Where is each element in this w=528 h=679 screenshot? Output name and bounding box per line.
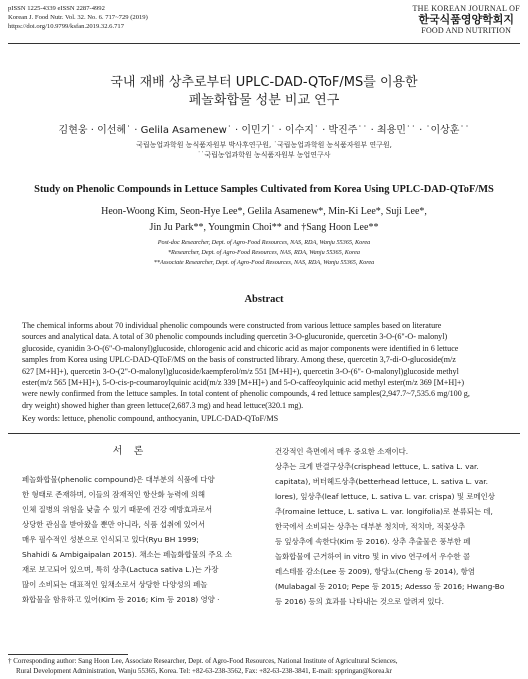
intro-line: lores), 잎상추(leaf lettuce, L. sativa L. var. crispa) 및 로메인상: [275, 492, 495, 501]
journal-name-en-bottom: FOOD AND NUTRITION: [421, 26, 512, 35]
english-affiliation-line3: **Associate Researcher, Dept. of Agro-Food Resources, NAS, RDA, Wanju 55365, Korea: [153, 259, 375, 266]
english-title: Study on Phenolic Compounds in Lettuce Samples Cultivated from Korea Using UPLC-DAD-QToF/MS: [34, 184, 494, 195]
abstract-line: 627 [M+H]+), quercetin 3-O-(2"-O-malonyl)glucoside/kaempferol/m/z 551 [M+H]+), quercetin 3-O-(6"- O-malonyl)glucoside methyl: [22, 366, 459, 376]
header-divider: [8, 43, 520, 44]
abstract-line: were newly confirmed from the lettuce samples. In total content of phenolic compounds, 4 red lettuce samples(2,947.7~7,535.6 mg/100 g,: [22, 389, 470, 399]
intro-line: capitata), 버터헤드상추(betterhead lettuce, L. sativa L. var.: [275, 477, 488, 486]
intro-line: 한 형태로 존재하며, 이들의 잠재적인 항산화 능력에 의해: [22, 490, 206, 499]
abstract-line: sources and analytical data. A total of 30 phenolic compounds including quercetin 3-O-glucuronide, quercetin 3-O-(6"-O- malonyl): [22, 332, 448, 342]
abstract-line: samples from Korea using UPLC-DAD-QToF/MS on the basis of constructed library. Among these, quercetin 3,7-di-O-glucoside(m/z: [22, 355, 456, 365]
footnote-line2: Rural Development Administration, Wanju 55365, Korea. Tel: +82-63-238-3562, Fax: +82-63-238-3841, E-mail: sppringan@korea.kr: [16, 667, 392, 675]
citation-line: Korean J. Food Nutr. Vol. 32. No. 6. 717~729 (2019): [8, 14, 148, 21]
english-authors-line2: Jin Ju Park**, Youngmin Choi** and †Sang Hoon Lee**: [149, 222, 379, 233]
journal-name-ko: 한국식품영양학회지: [418, 14, 515, 26]
footnote-line1: † Corresponding author: Sang Hoon Lee, Associate Researcher, Dept. of Agro-Food Resources, National Institute of Agricultural Sciences,: [8, 657, 398, 665]
intro-line: 상추는 크게 반결구상추(crisphead lettuce, L. sativa L. var.: [275, 462, 479, 471]
intro-line: 한국에서 소비되는 상추는 대부분 청치마, 적치마, 적꽃상추: [275, 522, 466, 531]
intro-line: 레스테롤 감소(Lee 등 2009), 항당뇨(Cheng 등 2014), 항염: [275, 567, 475, 576]
footnote-rule: [8, 654, 128, 655]
corresponding-author-footnote: [8, 656, 520, 676]
intro-line: 등 2016) 등의 효과를 나타내는 것으로 알려져 있다.: [275, 597, 444, 606]
english-authors: [0, 204, 528, 236]
korean-affiliations: [0, 140, 528, 160]
intro-line: 놀화합물에 근거하여 in vitro 및 in vivo 연구에서 우수한 콜: [275, 552, 471, 561]
abstract-line: The chemical informs about 70 individual phenolic compounds were constructed from various lettuce samples based on literature: [22, 321, 442, 330]
abstract-line: ester(m/z 565 [M+H]+), 5-O-cis-p-coumaroylquinic acid(m/z 339 [M+H]+) and 5-O-caffeoylquinic acid methyl ester(m/z 369 [M+H]+): [22, 378, 465, 388]
intro-line: 많이 소비되는 대표적인 잎채소로서 상당한 다양성의 페놀: [22, 580, 208, 589]
intro-line: 매우 필수적인 성분으로 인식되고 있다(Ryu BH 1999;: [22, 535, 199, 544]
english-affiliation-line1: Post-doc Researcher, Dept. of Agro-Food Resources, NAS, RDA, Wanju 55365, Korea: [157, 239, 371, 246]
doi-link[interactable]: https://doi.org/10.9799/ksfan.2019.32.6.717: [8, 23, 125, 30]
korean-affiliation-line1: 국립농업과학원 농식품자원부 박사후연구원, ˙국립농업과학원 농식품자원부 연구원,: [136, 141, 392, 149]
journal-logo-block: [412, 4, 520, 36]
korean-title-line1: 국내 재배 상추로부터 UPLC-DAD-QToF/MS를 이용한: [110, 75, 418, 90]
english-affiliations: [0, 238, 528, 268]
korean-authors: 김현웅 · 이선혜˙ · Gelila Asamenew˙ · 이민기˙ · 이수지˙ · 박진주˙˙ · 최용민˙˙ · ˙이상훈˙˙: [58, 125, 470, 136]
intro-right-column: [275, 444, 511, 609]
korean-title-line2: 페놀화합물 성분 비교 연구: [188, 93, 340, 108]
abstract-line: glucoside, cyanidin 3-O-(6"-O-malonyl)glucoside, chlorogenic acid and chicoric acid as major components were identified in 6 lettuce: [22, 343, 459, 353]
intro-line: 상당한 관심을 받아왔을 뿐만 아니라, 식품 섭취에 있어서: [22, 520, 206, 529]
journal-name-en-top: THE KOREAN JOURNAL OF: [412, 4, 520, 13]
intro-line: 건강적인 측면에서 매우 중요한 소재이다.: [275, 447, 409, 456]
intro-line: (Mulabagal 등 2010; Pepe 등 2015; Adesso 등 2016; Hwang-Bo: [275, 582, 505, 591]
introduction-heading: 서 론: [112, 446, 148, 457]
intro-left-column: [22, 472, 258, 607]
intro-line: 추(romaine lettuce, L. sativa L. var. longifolia)로 분류되는 데,: [275, 507, 493, 516]
abstract-line: dry weight) showed higher than green lettuce(2,687.3 mg) and head lettuce(320.1 mg).: [22, 400, 304, 410]
korean-title: [0, 74, 528, 110]
abstract-heading: Abstract: [244, 294, 284, 305]
intro-line: 화합물을 함유하고 있어(Kim 등 2016; Kim 등 2018) 영양 ·: [22, 595, 220, 604]
intro-line: Shahidi & Ambigaipalan 2015). 채소는 페놀화합물의 주요 소: [22, 550, 233, 559]
intro-line: 등 잎상추에 속한다(Kim 등 2016). 상추 추출물은 풍부한 페: [275, 537, 471, 546]
intro-line: 페놀화합물(phenolic compound)은 대부분의 식품에 다양: [22, 475, 215, 484]
english-authors-line1: Heon-Woong Kim, Seon-Hye Lee*, Gelila Asamenew*, Min-Ki Lee*, Suji Lee*,: [101, 206, 427, 217]
abstract-divider: [8, 433, 520, 434]
intro-line: 재로 보고되어 있으며, 특히 상추(Lactuca sativa L.)는 가장: [22, 565, 219, 574]
intro-line: 인체 질병의 위험을 낮출 수 있기 때문에 건강 예방효과로서: [22, 505, 213, 514]
keywords: Key words: lettuce, phenolic compound, anthocyanin, UPLC-DAD-QToF/MS: [22, 414, 279, 423]
english-affiliation-line2: *Researcher, Dept. of Agro-Food Resources, NAS, RDA, Wanju 55365, Korea: [167, 249, 361, 256]
issn-line: pISSN 1225-4339 eISSN 2287-4992: [8, 5, 105, 12]
korean-affiliation-line2: ˙˙국립농업과학원 농식품자원부 농업연구사: [197, 151, 331, 159]
abstract-body: [22, 320, 506, 411]
journal-citation-block: [8, 4, 148, 31]
